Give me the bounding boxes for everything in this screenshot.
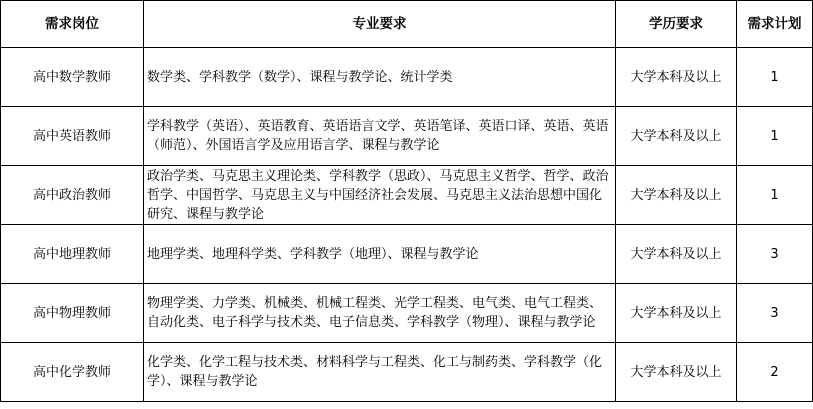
table-row: [1, 343, 813, 402]
major-cell: 政治学类、马克思主义理论类、学科教学（思政）、马克思主义哲学、哲学、政治哲学、中国哲学、马克思主义与中国经济社会发展、马克思主义法治思想中国化研究、课程与教学论: [144, 166, 616, 225]
major-cell: 地理学类、地理科学类、学科教学（地理）、课程与教学论: [144, 225, 616, 284]
table-row: [1, 284, 813, 343]
table-row: [1, 48, 813, 107]
header-position: 需求岗位: [1, 1, 144, 48]
education-cell: 大学本科及以上: [616, 48, 737, 107]
position-cell: 高中数学教师: [1, 48, 144, 107]
header-plan: 需求计划: [737, 1, 813, 48]
education-cell: 大学本科及以上: [616, 343, 737, 402]
position-cell: 高中英语教师: [1, 107, 144, 166]
plan-cell: 2: [737, 343, 813, 402]
plan-cell: 3: [737, 284, 813, 343]
major-cell: 学科教学（英语）、英语教育、英语语言文学、英语笔译、英语口译、英语、英语（师范）、外国语言学及应用语言学、课程与教学论: [144, 107, 616, 166]
plan-cell: 1: [737, 107, 813, 166]
table-row: [1, 166, 813, 225]
plan-cell: 1: [737, 166, 813, 225]
header-major: 专业要求: [144, 1, 616, 48]
position-cell: 高中地理教师: [1, 225, 144, 284]
table-row: [1, 225, 813, 284]
education-cell: 大学本科及以上: [616, 284, 737, 343]
education-cell: 大学本科及以上: [616, 107, 737, 166]
major-cell: 物理学类、力学类、机械类、机械工程类、光学工程类、电气类、电气工程类、自动化类、电子科学与技术类、电子信息类、学科教学（物理）、课程与教学论: [144, 284, 616, 343]
major-cell: 化学类、化学工程与技术类、材料科学与工程类、化工与制药类、学科教学（化学）、课程与教学论: [144, 343, 616, 402]
header-education: 学历要求: [616, 1, 737, 48]
education-cell: 大学本科及以上: [616, 225, 737, 284]
education-cell: 大学本科及以上: [616, 166, 737, 225]
table-row: [1, 107, 813, 166]
position-cell: 高中物理教师: [1, 284, 144, 343]
major-cell: 数学类、学科教学（数学）、课程与教学论、统计学类: [144, 48, 616, 107]
position-cell: 高中化学教师: [1, 343, 144, 402]
plan-cell: 3: [737, 225, 813, 284]
header-row: [1, 1, 813, 48]
position-cell: 高中政治教师: [1, 166, 144, 225]
plan-cell: 1: [737, 48, 813, 107]
